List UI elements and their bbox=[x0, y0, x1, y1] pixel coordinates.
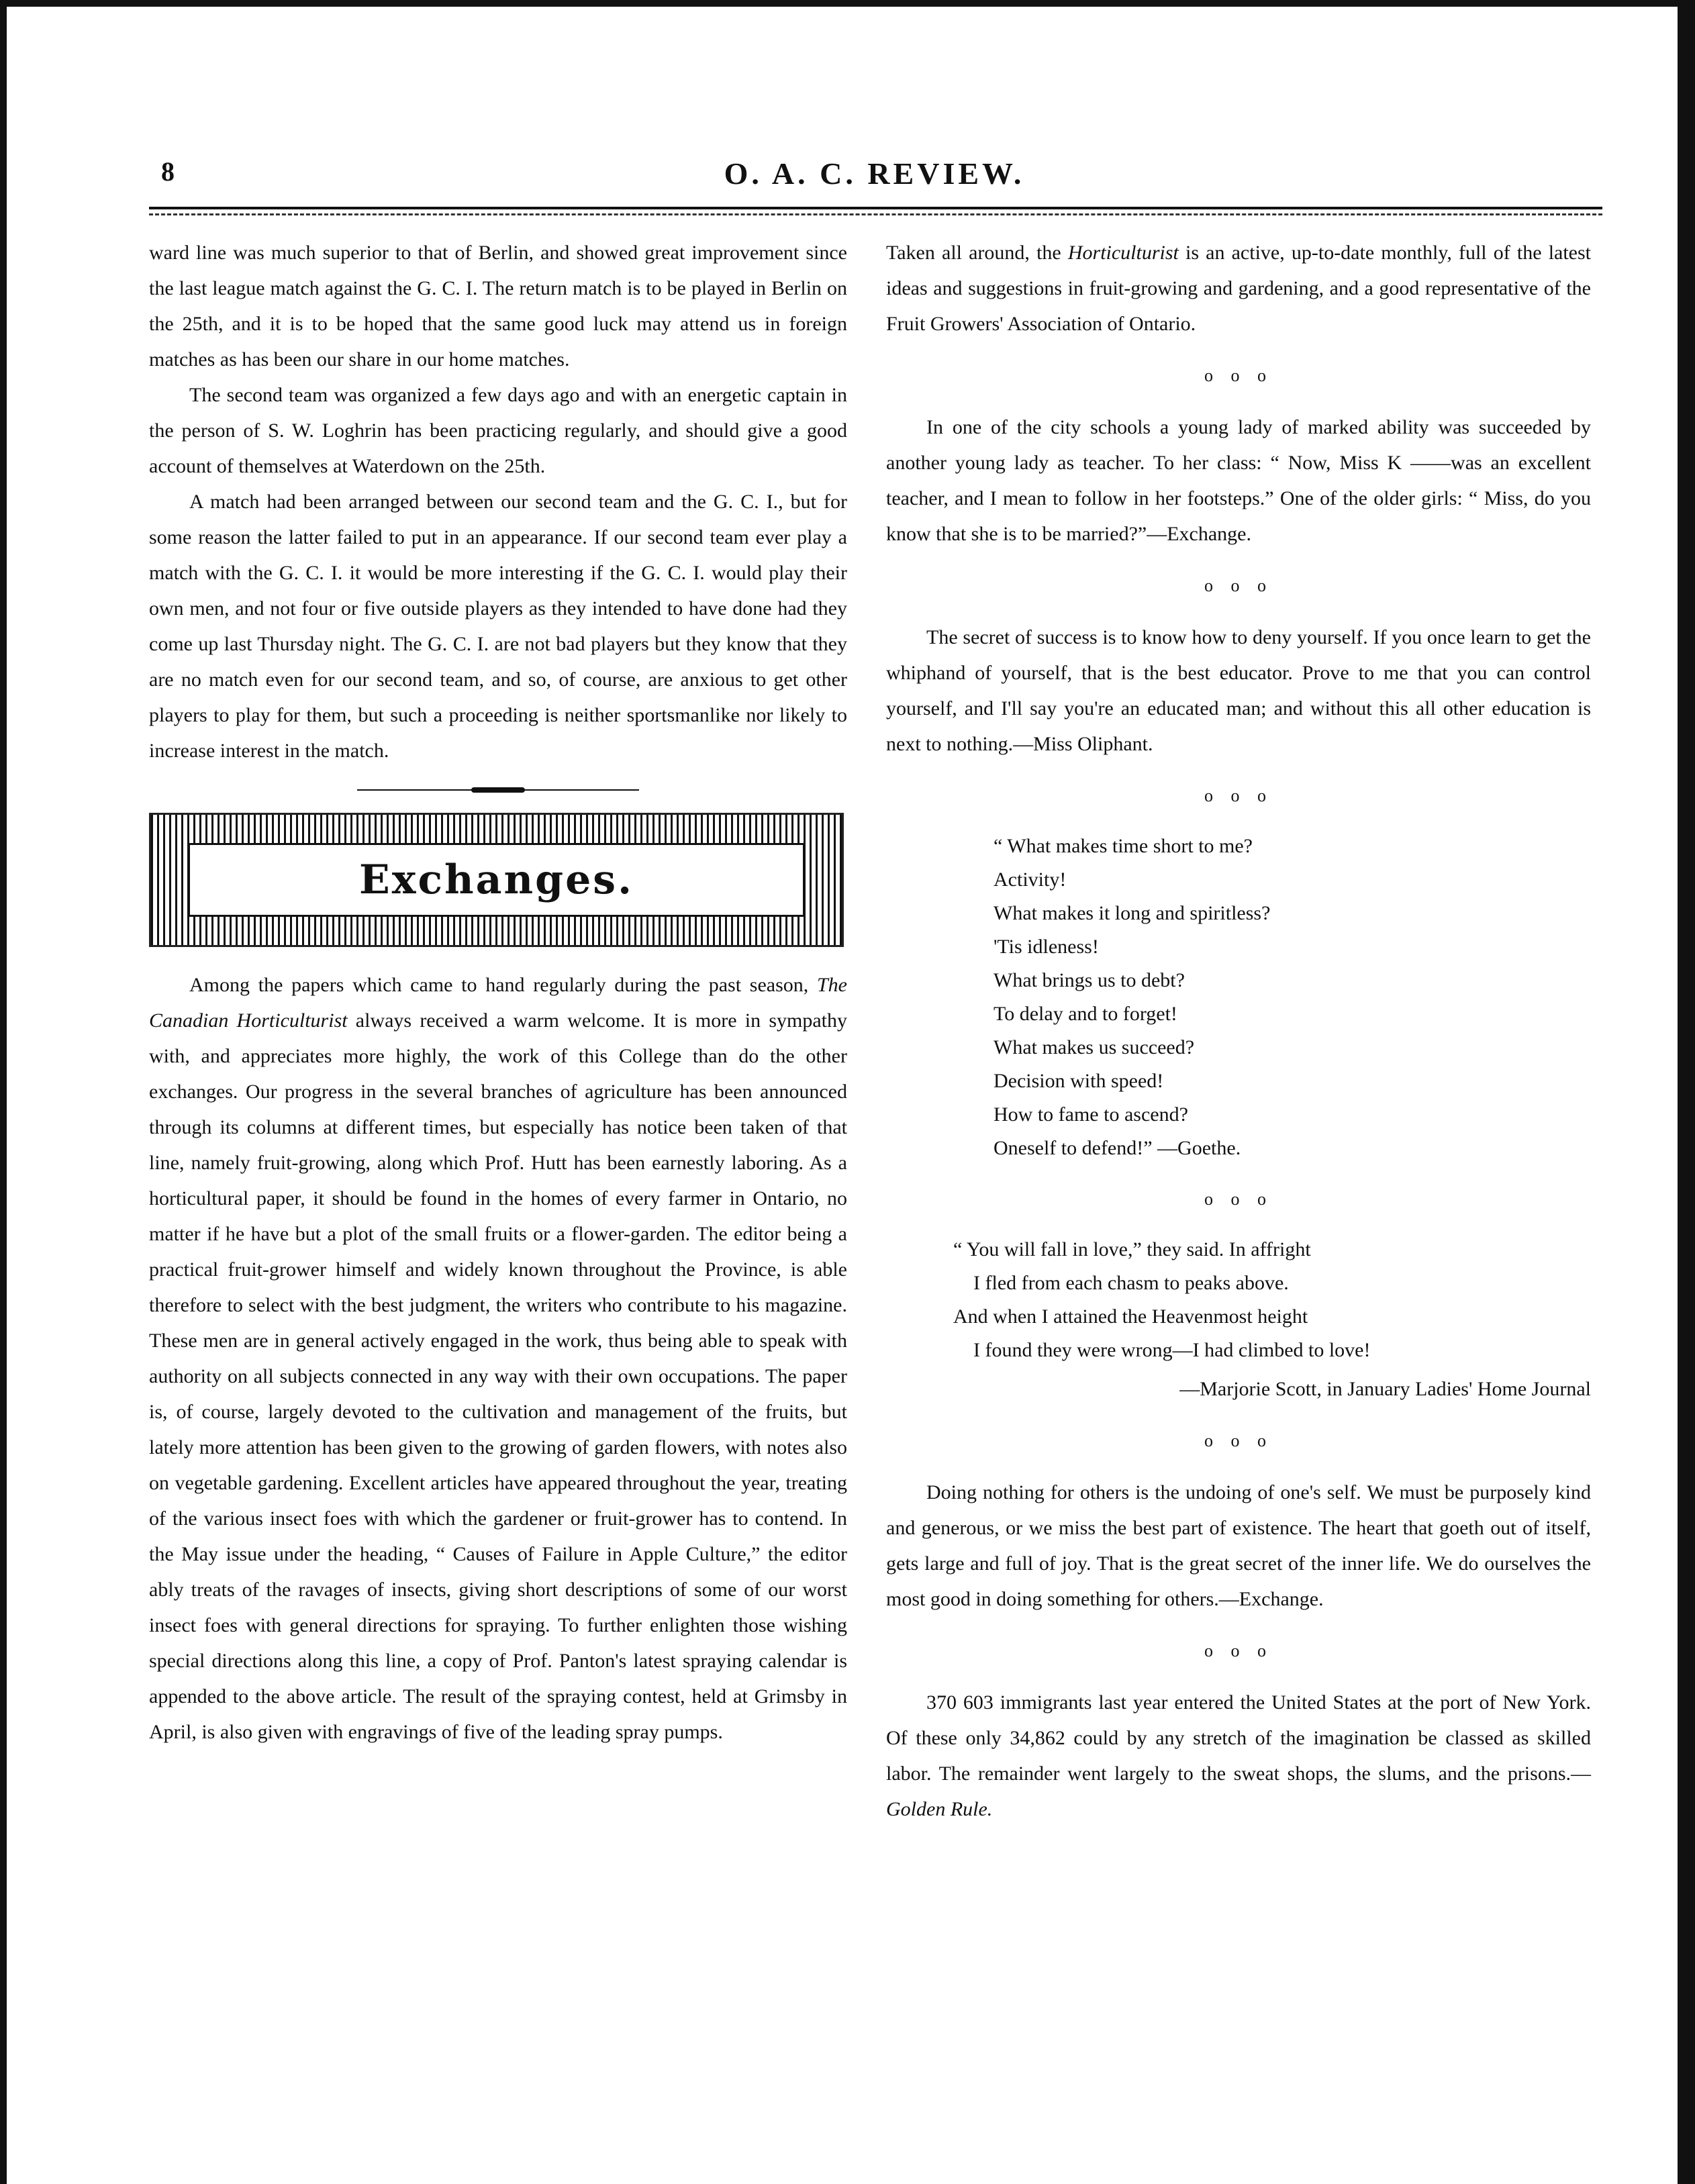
paragraph-exchanges bbox=[149, 967, 847, 1750]
poem-line: “ You will fall in love,” they said. In affright bbox=[953, 1238, 1311, 1260]
poem-line: And when I attained the Heavenmost height bbox=[953, 1305, 1308, 1328]
page-border-left bbox=[0, 0, 7, 2184]
separator-ooo: o o o bbox=[1204, 786, 1273, 805]
paragraph-gci-match: A match had been arranged between our second team and the G. C. I., but for some reason the latter failed to put in an appearance. If our second team ever play a match with the G. C. I. it would be more interesting if the G. C. I. would play their own men, and not four or five outside players as they intended to have done had they come up last Thursday night. The G. C. I. are not bad players but they know that they are no match even for our second team, and so, of course, are anxious to get other players to play for them, but such a proceeding is neither sportsmanlike nor likely to increase interest in the match. bbox=[149, 491, 847, 762]
paragraph-immigrants bbox=[886, 1685, 1591, 1827]
page-header bbox=[161, 156, 1588, 203]
poem-line: I found they were wrong—I had climbed to love! bbox=[973, 1339, 1371, 1361]
poem-love bbox=[953, 1233, 1591, 1367]
exchanges-banner-inner bbox=[188, 843, 805, 917]
poem-line: To delay and to forget! bbox=[994, 1003, 1177, 1025]
poem-line: I fled from each chasm to peaks above. bbox=[973, 1272, 1289, 1294]
paragraph-horticulturist bbox=[886, 235, 1591, 342]
poem-line: “ What makes time short to me? bbox=[994, 835, 1253, 857]
poem-line: 'Tis idleness! bbox=[994, 936, 1099, 958]
paragraph-second-team: The second team was organized a few days ago and with an energetic captain in the person of S. W. Loghrin has been practicing regularly, and should give a good account of themselves at Waterdown on the 25th. bbox=[149, 384, 847, 477]
page-number: 8 bbox=[161, 156, 175, 187]
separator-ooo: o o o bbox=[1204, 1431, 1273, 1450]
exchanges-publication-title: The Canadian Horticulturist bbox=[149, 974, 847, 1032]
page-border-top bbox=[0, 0, 1695, 7]
poem-line: How to fame to ascend? bbox=[994, 1103, 1188, 1126]
header-rule bbox=[149, 207, 1602, 209]
poem-goethe bbox=[994, 830, 1591, 1165]
poem-line: What makes it long and spiritless? bbox=[994, 902, 1271, 924]
horticulturist-text-start: Taken all around, the bbox=[886, 242, 1068, 264]
journal-title: O. A. C. REVIEW. bbox=[724, 156, 1025, 191]
poem-line: Oneself to defend!” —Goethe. bbox=[994, 1137, 1241, 1159]
paragraph-secret-of-success: The secret of success is to know how to deny yourself. If you once learn to get the whiphand of yourself, that is the best educator. Prove to me that you can control yourself, and I'll say you're an educated man; and without this all other education is next to nothing.—Miss Oliphant. bbox=[886, 626, 1591, 755]
exchanges-text-start: Among the papers which came to hand regularly during the past season, bbox=[189, 974, 817, 996]
paragraph-teacher-anecdote: In one of the city schools a young lady of marked ability was succeeded by another young lady as teacher. To her class: “ Now, Miss K ——was an excellent teacher, and I mean to follow in her footsteps.” One of the older girls: “ Miss, do you know that she is to be married?”—Exchange. bbox=[886, 416, 1591, 545]
poem-line: Decision with speed! bbox=[994, 1070, 1164, 1092]
separator-ooo: o o o bbox=[1204, 366, 1273, 385]
page-border-right bbox=[1678, 0, 1695, 2184]
separator-ooo: o o o bbox=[1204, 1189, 1273, 1209]
section-title-exchanges: Exchanges. bbox=[359, 856, 634, 903]
separator-ooo: o o o bbox=[1204, 1641, 1273, 1660]
exchanges-banner bbox=[149, 813, 844, 947]
horticulturist-title: Horticulturist bbox=[1067, 242, 1179, 264]
poem-line: Activity! bbox=[994, 868, 1067, 891]
poem-line: What brings us to debt? bbox=[994, 969, 1185, 991]
immigrants-source: Golden Rule. bbox=[886, 1798, 993, 1820]
poem-attribution: —Marjorie Scott, in January Ladies' Home Journal bbox=[1179, 1378, 1591, 1400]
left-column bbox=[149, 235, 847, 1750]
paragraph-match-report: ward line was much superior to that of Berlin, and showed great improvement since the last league match against the G. C. I. The return match is to be played in Berlin on the 25th, and it is to be hoped that the same good luck may attend us in foreign matches as has been our share in our home matches. bbox=[149, 242, 847, 370]
poem-line: What makes us succeed? bbox=[994, 1036, 1195, 1058]
horticulturist-text-rest: is an active, up-to-date monthly, full of the latest ideas and suggestions in fruit-growing and gardening, and a good representative of the Fruit Growers' Association of Ontario. bbox=[886, 242, 1591, 335]
exchanges-text-rest: always received a warm welcome. It is more in sympathy with, and appreciates more highly, the work of this College than do the other exchanges. Our progress in the several branches of agriculture has been announced through its columns at different times, but especially has notice been taken of that line, namely fruit-growing, along which Prof. Hutt has been earnestly laboring. As a horticultural paper, it should be found in the homes of every farmer in Ontario, no matter if he have but a plot of the small fruits or a flower-garden. The editor being a practical fruit-grower himself and widely known throughout the Province, is able therefore to select with the best judgment, the writers who contribute to his magazine. These men are in general actively engaged in the work, thus being able to speak with authority on all subjects connected in any way with their own occupations. The paper is, of course, largely devoted to the cultivation and management of the fruits, but lately more attention has been given to the growing of garden flowers, with notes also on vegetable gardening. Excellent articles have appeared throughout the year, treating of the various insect foes with which the gardener or fruit-grower has to contend. In the May issue under the heading, “ Causes of Failure in Apple Culture,” the editor ably treats of the ravages of insects, giving short descriptions of some of our worst insect foes with general directions for spraying. To further enlighten those wishing special directions along this line, a copy of Prof. Panton's latest spraying calendar is appended to the above article. The result of the spraying contest, held at Grimsby in April, is also given with engravings of five of the leading spray pumps. bbox=[149, 1009, 848, 1743]
paragraph-doing-for-others: Doing nothing for others is the undoing of one's self. We must be purposely kind and generous, or we miss the best part of existence. The heart that goeth out of itself, gets large and full of joy. That is the great secret of the inner life. We do ourselves the most good in doing something for others.—Exchange. bbox=[886, 1481, 1591, 1610]
right-column bbox=[886, 235, 1591, 1827]
separator-ooo: o o o bbox=[1204, 576, 1273, 595]
header-rule-dashed bbox=[149, 213, 1602, 215]
ornamental-divider bbox=[357, 787, 639, 793]
immigrants-text: 370 603 immigrants last year entered the United States at the port of New York. Of these only 34,862 could by any stretch of the imagination be classed as skilled labor. The remainder went largely to the sweat shops, the slums, and the prisons.— bbox=[886, 1691, 1591, 1785]
